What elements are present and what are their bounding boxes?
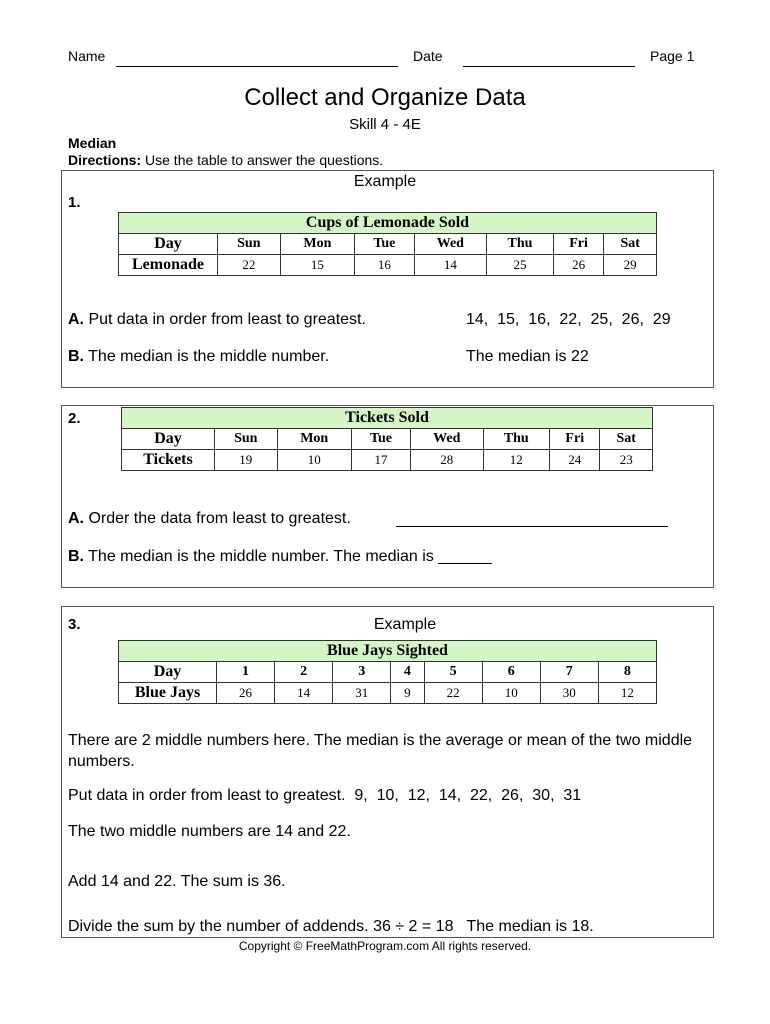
value-cell: 17 [351, 450, 410, 471]
day-cell: 2 [275, 662, 333, 683]
day-cell: 8 [598, 662, 656, 683]
problem-3-table-title: Blue Jays Sighted [119, 641, 657, 662]
day-cell: 3 [333, 662, 391, 683]
value-cell: 26 [553, 255, 604, 276]
day-cell: Sun [215, 429, 278, 450]
question-a-label: A. [68, 510, 84, 527]
day-cell: Tue [351, 429, 410, 450]
footer-copyright: Copyright © FreeMathProgram.com All rights reserved. [238, 939, 532, 953]
question-a-text: Order the data from least to greatest. [84, 510, 351, 527]
problem-1-number: 1. [68, 194, 81, 211]
value-cell: 31 [333, 683, 391, 704]
value-cell: 23 [600, 450, 653, 471]
problem-2-table-title: Tickets Sold [122, 408, 653, 429]
value-cell: 12 [598, 683, 656, 704]
day-header: Day [119, 234, 218, 255]
day-cell: Sun [218, 234, 281, 255]
day-header: Day [122, 429, 215, 450]
row-label: Blue Jays [119, 683, 217, 704]
day-cell: Sat [600, 429, 653, 450]
date-line [463, 50, 635, 67]
value-cell: 14 [275, 683, 333, 704]
question-b-label: B. [68, 548, 84, 565]
topic-label: Median [68, 135, 117, 151]
problem-3-ordered-data: Put data in order from least to greatest. 9, 10, 12, 14, 22, 26, 30, 31 [68, 787, 582, 804]
day-cell: Mon [280, 234, 355, 255]
day-cell: Fri [553, 234, 604, 255]
row-label: Tickets [122, 450, 215, 471]
problem-2-table [121, 407, 653, 471]
value-cell: 10 [277, 450, 351, 471]
day-cell: 4 [391, 662, 424, 683]
question-b-label: B. [68, 348, 84, 365]
problem-1-table-title: Cups of Lemonade Sold [119, 213, 657, 234]
question-a-label: A. [68, 311, 84, 328]
problem-2-question-a [68, 510, 351, 528]
problem-1-example-label: Example [353, 173, 417, 190]
problem-3-median-result: Divide the sum by the number of addends. 36 ÷ 2 = 18 The median is 18. [68, 918, 594, 935]
value-cell: 10 [482, 683, 540, 704]
problem-3-table [118, 640, 657, 704]
problem-1-table [118, 212, 657, 276]
date-label: Date [413, 48, 443, 64]
directions [68, 152, 383, 168]
value-cell: 9 [391, 683, 424, 704]
value-cell: 15 [280, 255, 355, 276]
page-subtitle: Skill 4 - 4E [349, 116, 421, 133]
value-cell: 14 [414, 255, 487, 276]
name-label: Name [68, 48, 106, 64]
name-line [116, 50, 398, 67]
directions-label: Directions: [68, 152, 142, 168]
problem-3-middle-numbers: The two middle numbers are 14 and 22. [68, 823, 351, 840]
day-cell: Sat [604, 234, 657, 255]
day-cell: 1 [217, 662, 275, 683]
value-cell: 12 [483, 450, 550, 471]
value-cell: 30 [540, 683, 598, 704]
page-number: Page 1 [650, 48, 695, 64]
day-cell: Wed [411, 429, 483, 450]
question-b-text: The median is the middle number. The median is ______ [84, 548, 492, 565]
day-cell: 6 [482, 662, 540, 683]
day-cell: Tue [355, 234, 414, 255]
value-cell: 28 [411, 450, 483, 471]
problem-1-question-a [68, 311, 366, 329]
problem-3-explanation: There are 2 middle numbers here. The median is the average or mean of the two middle numbers. [68, 732, 693, 770]
value-cell: 16 [355, 255, 414, 276]
value-cell: 24 [550, 450, 600, 471]
problem-1-question-b [68, 348, 329, 366]
day-cell: Mon [277, 429, 351, 450]
problem-1-answer-b: The median is 22 [466, 348, 589, 365]
problem-3-sum: Add 14 and 22. The sum is 36. [68, 873, 286, 890]
problem-3-example-label: Example [373, 616, 437, 633]
directions-text: Use the table to answer the questions. [141, 152, 384, 168]
day-cell: 7 [540, 662, 598, 683]
value-cell: 22 [424, 683, 482, 704]
day-cell: Fri [550, 429, 600, 450]
problem-2-number: 2. [68, 410, 81, 427]
value-cell: 25 [487, 255, 554, 276]
question-b-text: The median is the middle number. [84, 348, 330, 365]
question-a-text: Put data in order from least to greatest. [84, 311, 366, 328]
value-cell: 26 [217, 683, 275, 704]
problem-2-answer-a-line[interactable] [396, 512, 668, 527]
day-cell: Thu [483, 429, 550, 450]
problem-1-answer-a: 14, 15, 16, 22, 25, 26, 29 [466, 311, 671, 328]
day-cell: 5 [424, 662, 482, 683]
value-cell: 29 [604, 255, 657, 276]
row-label: Lemonade [119, 255, 218, 276]
value-cell: 19 [215, 450, 278, 471]
day-cell: Wed [414, 234, 487, 255]
day-header: Day [119, 662, 217, 683]
problem-3-number: 3. [68, 616, 81, 633]
day-cell: Thu [487, 234, 554, 255]
value-cell: 22 [218, 255, 281, 276]
problem-2-question-b [68, 548, 492, 566]
page-title: Collect and Organize Data [244, 84, 526, 111]
